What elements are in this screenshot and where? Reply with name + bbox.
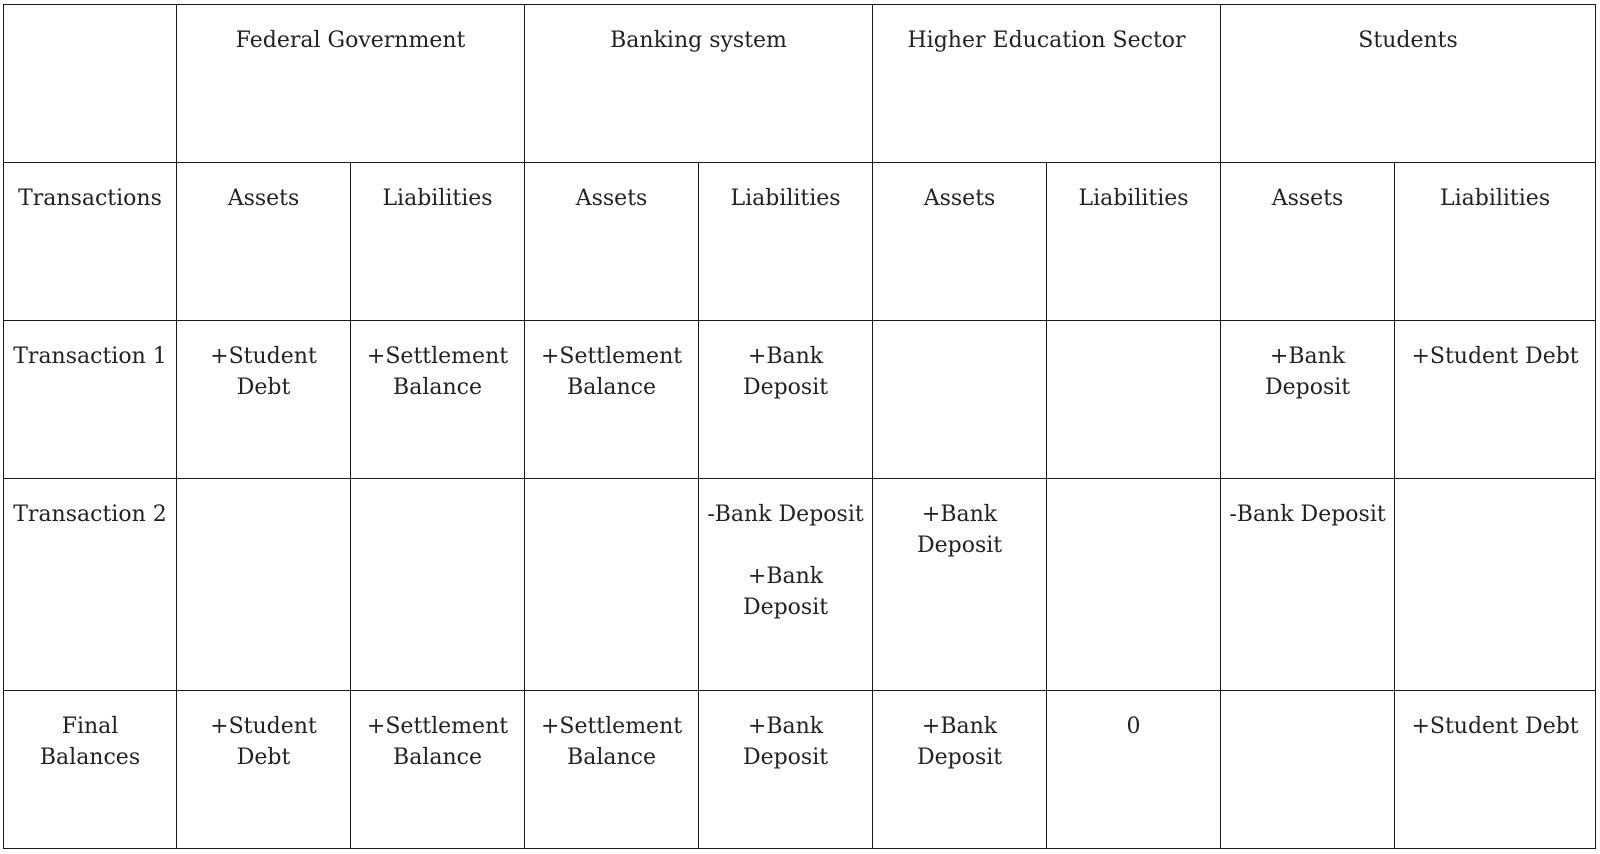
t1-hes-liabilities-cell xyxy=(1047,321,1221,479)
fed-liabilities-header: Liabilities xyxy=(351,163,525,321)
t2-students-assets-cell: -Bank Deposit xyxy=(1221,479,1395,691)
sector-header-banking-system: Banking system xyxy=(525,5,873,163)
t1-fed-assets-cell: +Student Debt xyxy=(177,321,351,479)
t2-bank-assets-cell xyxy=(525,479,699,691)
t2-bank-liabilities-debit: -Bank Deposit xyxy=(707,502,864,527)
hes-liabilities-header: Liabilities xyxy=(1047,163,1221,321)
t1-students-liabilities-cell: +Student Debt xyxy=(1395,321,1596,479)
students-liabilities-header: Liabilities xyxy=(1395,163,1596,321)
fin-bank-liabilities-cell: +Bank Deposit xyxy=(699,691,873,849)
transaction-2-row xyxy=(4,479,1596,691)
t2-students-liabilities-cell xyxy=(1395,479,1596,691)
bank-liabilities-header: Liabilities xyxy=(699,163,873,321)
t2-fed-liabilities-cell xyxy=(351,479,525,691)
fin-students-assets-cell xyxy=(1221,691,1395,849)
students-assets-header: Assets xyxy=(1221,163,1395,321)
corner-cell xyxy=(4,5,177,163)
hes-assets-header: Assets xyxy=(873,163,1047,321)
subheader-row xyxy=(4,163,1596,321)
fed-assets-header: Assets xyxy=(177,163,351,321)
t2-hes-assets-cell: +Bank Deposit xyxy=(873,479,1047,691)
row-label-final-balances: Final Balances xyxy=(4,691,177,849)
fin-hes-assets-cell: +Bank Deposit xyxy=(873,691,1047,849)
fin-hes-liabilities-cell: 0 xyxy=(1047,691,1221,849)
fin-bank-assets-cell: +Settlement Balance xyxy=(525,691,699,849)
sector-header-students: Students xyxy=(1221,5,1596,163)
row-label-transaction-2: Transaction 2 xyxy=(4,479,177,691)
t1-fed-liabilities-cell: +Settlement Balance xyxy=(351,321,525,479)
t1-bank-liabilities-cell: +Bank Deposit xyxy=(699,321,873,479)
t1-students-assets-cell: +Bank Deposit xyxy=(1221,321,1395,479)
transactions-header: Transactions xyxy=(4,163,177,321)
t2-bank-liabilities-credit: +Bank Deposit xyxy=(742,564,829,620)
sector-header-higher-education-sector: Higher Education Sector xyxy=(873,5,1221,163)
t1-hes-assets-cell xyxy=(873,321,1047,479)
t1-bank-assets-cell: +Settlement Balance xyxy=(525,321,699,479)
sector-header-row xyxy=(4,5,1596,163)
final-balances-row xyxy=(4,691,1596,849)
balance-sheet-table xyxy=(3,4,1596,849)
t2-fed-assets-cell xyxy=(177,479,351,691)
sector-header-federal-government: Federal Government xyxy=(177,5,525,163)
row-label-transaction-1: Transaction 1 xyxy=(4,321,177,479)
t2-bank-liabilities-cell xyxy=(699,479,873,691)
t2-hes-liabilities-cell xyxy=(1047,479,1221,691)
cell-spacer xyxy=(707,530,864,561)
bank-assets-header: Assets xyxy=(525,163,699,321)
fin-students-liabilities-cell: +Student Debt xyxy=(1395,691,1596,849)
fin-fed-assets-cell: +Student Debt xyxy=(177,691,351,849)
transaction-1-row xyxy=(4,321,1596,479)
fin-fed-liabilities-cell: +Settlement Balance xyxy=(351,691,525,849)
